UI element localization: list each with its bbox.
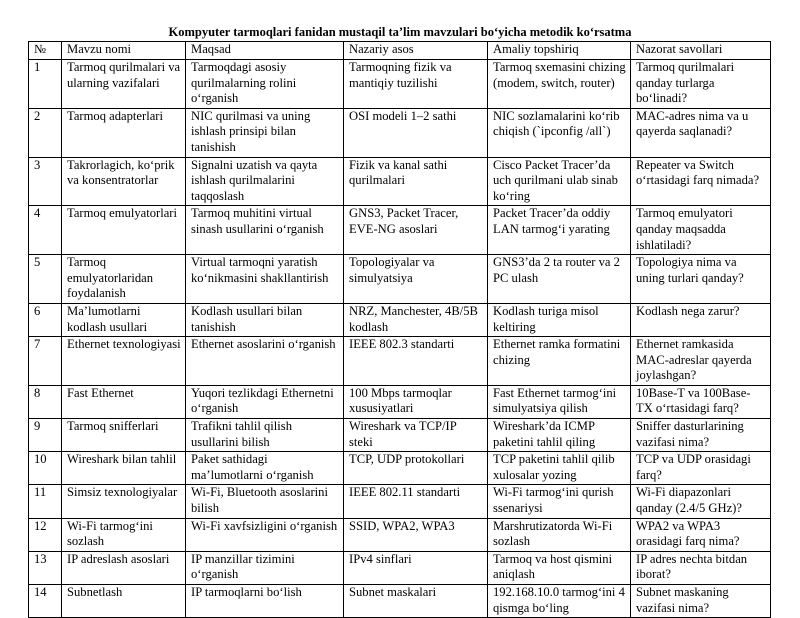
cell-practical-task: TCP paketini tahlil qilib xulosalar yozing [488,452,631,485]
cell-topic: Ethernet texnologiyasi [62,337,186,386]
cell-number: 8 [29,385,62,418]
cell-topic: Subnetlash [62,585,186,618]
cell-number: 10 [29,452,62,485]
cell-theory: TCP, UDP protokollari [344,452,488,485]
cell-control-question: Topologiya nima va uning turlari qanday? [631,255,771,304]
table-row [29,157,771,206]
cell-number: 14 [29,585,62,618]
cell-topic: Tarmoq emulyatorlari [62,206,186,255]
table-row [29,303,771,336]
cell-theory: IPv4 sinflari [344,551,488,584]
cell-goal: NIC qurilmasi va uning ishlash prinsipi bilan tanishish [186,108,344,157]
table-row [29,206,771,255]
cell-goal: Tarmoq muhitini virtual sinash usullarini o‘rganish [186,206,344,255]
table-row [29,551,771,584]
table-row [29,452,771,485]
cell-theory: IEEE 802.11 standarti [344,485,488,518]
cell-theory: 100 Mbps tarmoqlar xususiyatlari [344,385,488,418]
cell-topic: Tarmoq qurilmalari va ularning vazifalari [62,60,186,109]
header-goal: Maqsad [186,42,344,60]
cell-theory: Tarmoqning fizik va mantiqiy tuzilishi [344,60,488,109]
cell-practical-task: Cisco Packet Tracer’da uch qurilmani ulab sinab ko‘ring [488,157,631,206]
cell-number: 11 [29,485,62,518]
cell-control-question: IP adres nechta bitdan iborat? [631,551,771,584]
cell-control-question: WPA2 va WPA3 orasidagi farq nima? [631,518,771,551]
cell-practical-task: Wi-Fi tarmog‘ini qurish ssenariysi [488,485,631,518]
cell-number: 6 [29,303,62,336]
cell-practical-task: Tarmoq va host qismini aniqlash [488,551,631,584]
cell-topic: Tarmoq adapterlari [62,108,186,157]
cell-control-question: Repeater va Switch o‘rtasidagi farq nimada? [631,157,771,206]
header-practical-task: Amaliy topshiriq [488,42,631,60]
cell-control-question: Tarmoq qurilmalari qanday turlarga bo‘linadi? [631,60,771,109]
cell-control-question: TCP va UDP orasidagi farq? [631,452,771,485]
cell-goal: Kodlash usullari bilan tanishish [186,303,344,336]
cell-theory: SSID, WPA2, WPA3 [344,518,488,551]
cell-number: 1 [29,60,62,109]
table-row [29,108,771,157]
topics-table [28,41,771,618]
cell-control-question: Subnet maskaning vazifasi nima? [631,585,771,618]
cell-practical-task: Kodlash turiga misol keltiring [488,303,631,336]
cell-practical-task: Wireshark’da ICMP paketini tahlil qiling [488,419,631,452]
cell-practical-task: Marshrutizatorda Wi-Fi sozlash [488,518,631,551]
cell-theory: Subnet maskalari [344,585,488,618]
table-header-row [29,42,771,60]
cell-number: 7 [29,337,62,386]
cell-practical-task: Packet Tracer’da oddiy LAN tarmog‘i yarating [488,206,631,255]
cell-number: 13 [29,551,62,584]
cell-practical-task: NIC sozlamalarini ko‘rib chiqish (`ipconfig /all`) [488,108,631,157]
table-row [29,585,771,618]
table-row [29,419,771,452]
cell-goal: Virtual tarmoqni yaratish ko‘nikmasini shakllantirish [186,255,344,304]
cell-goal: IP manzillar tizimini o‘rganish [186,551,344,584]
cell-number: 3 [29,157,62,206]
header-control-questions: Nazorat savollari [631,42,771,60]
cell-number: 4 [29,206,62,255]
cell-theory: IEEE 802.3 standarti [344,337,488,386]
cell-topic: Fast Ethernet [62,385,186,418]
table-row [29,337,771,386]
cell-control-question: Kodlash nega zarur? [631,303,771,336]
cell-control-question: 10Base-T va 100Base-TX o‘rtasidagi farq? [631,385,771,418]
cell-control-question: MAC-adres nima va u qayerda saqlanadi? [631,108,771,157]
cell-number: 9 [29,419,62,452]
cell-topic: Wi-Fi tarmog‘ini sozlash [62,518,186,551]
cell-theory: Fizik va kanal sathi qurilmalari [344,157,488,206]
cell-control-question: Ethernet ramkasida MAC-adreslar qayerda joylashgan? [631,337,771,386]
cell-topic: Ma’lumotlarni kodlash usullari [62,303,186,336]
table-row [29,518,771,551]
cell-theory: NRZ, Manchester, 4B/5B kodlash [344,303,488,336]
cell-goal: Tarmoqdagi asosiy qurilmalarning rolini o‘rganish [186,60,344,109]
table-row [29,485,771,518]
cell-topic: Tarmoq snifferlari [62,419,186,452]
cell-goal: Paket sathidagi ma’lumotlarni o‘rganish [186,452,344,485]
cell-control-question: Tarmoq emulyatori qanday maqsadda ishlatiladi? [631,206,771,255]
cell-theory: Topologiyalar va simulyatsiya [344,255,488,304]
cell-practical-task: GNS3’da 2 ta router va 2 PC ulash [488,255,631,304]
cell-number: 5 [29,255,62,304]
cell-practical-task: Tarmoq sxemasini chizing (modem, switch, router) [488,60,631,109]
cell-topic: Tarmoq emulyatorlaridan foydalanish [62,255,186,304]
cell-topic: Wireshark bilan tahlil [62,452,186,485]
cell-topic: Takrorlagich, ko‘prik va konsentratorlar [62,157,186,206]
cell-control-question: Wi-Fi diapazonlari qanday (2.4/5 GHz)? [631,485,771,518]
cell-practical-task: Fast Ethernet tarmog‘ini simulyatsiya qilish [488,385,631,418]
cell-number: 12 [29,518,62,551]
header-number: № [29,42,62,60]
table-row [29,385,771,418]
cell-topic: Simsiz texnologiyalar [62,485,186,518]
cell-number: 2 [29,108,62,157]
cell-goal: Wi-Fi, Bluetooth asoslarini bilish [186,485,344,518]
document-title: Kompyuter tarmoqlari fanidan mustaqil ta’lim mavzulari bo‘yicha metodik ko‘rsatma [168,25,632,39]
cell-practical-task: Ethernet ramka formatini chizing [488,337,631,386]
cell-theory: OSI modeli 1–2 sathi [344,108,488,157]
cell-topic: IP adreslash asoslari [62,551,186,584]
header-topic: Mavzu nomi [62,42,186,60]
cell-goal: Trafikni tahlil qilish usullarini bilish [186,419,344,452]
table-row [29,60,771,109]
cell-goal: Signalni uzatish va qayta ishlash qurilmalarini taqqoslash [186,157,344,206]
cell-theory: Wireshark va TCP/IP steki [344,419,488,452]
cell-goal: Wi-Fi xavfsizligini o‘rganish [186,518,344,551]
cell-goal: Yuqori tezlikdagi Ethernetni o‘rganish [186,385,344,418]
header-theory: Nazariy asos [344,42,488,60]
cell-theory: GNS3, Packet Tracer, EVE-NG asoslari [344,206,488,255]
cell-goal: IP tarmoqlarni bo‘lish [186,585,344,618]
cell-practical-task: 192.168.10.0 tarmog‘ini 4 qismga bo‘ling [488,585,631,618]
cell-goal: Ethernet asoslarini o‘rganish [186,337,344,386]
cell-control-question: Sniffer dasturlarining vazifasi nima? [631,419,771,452]
table-row [29,255,771,304]
